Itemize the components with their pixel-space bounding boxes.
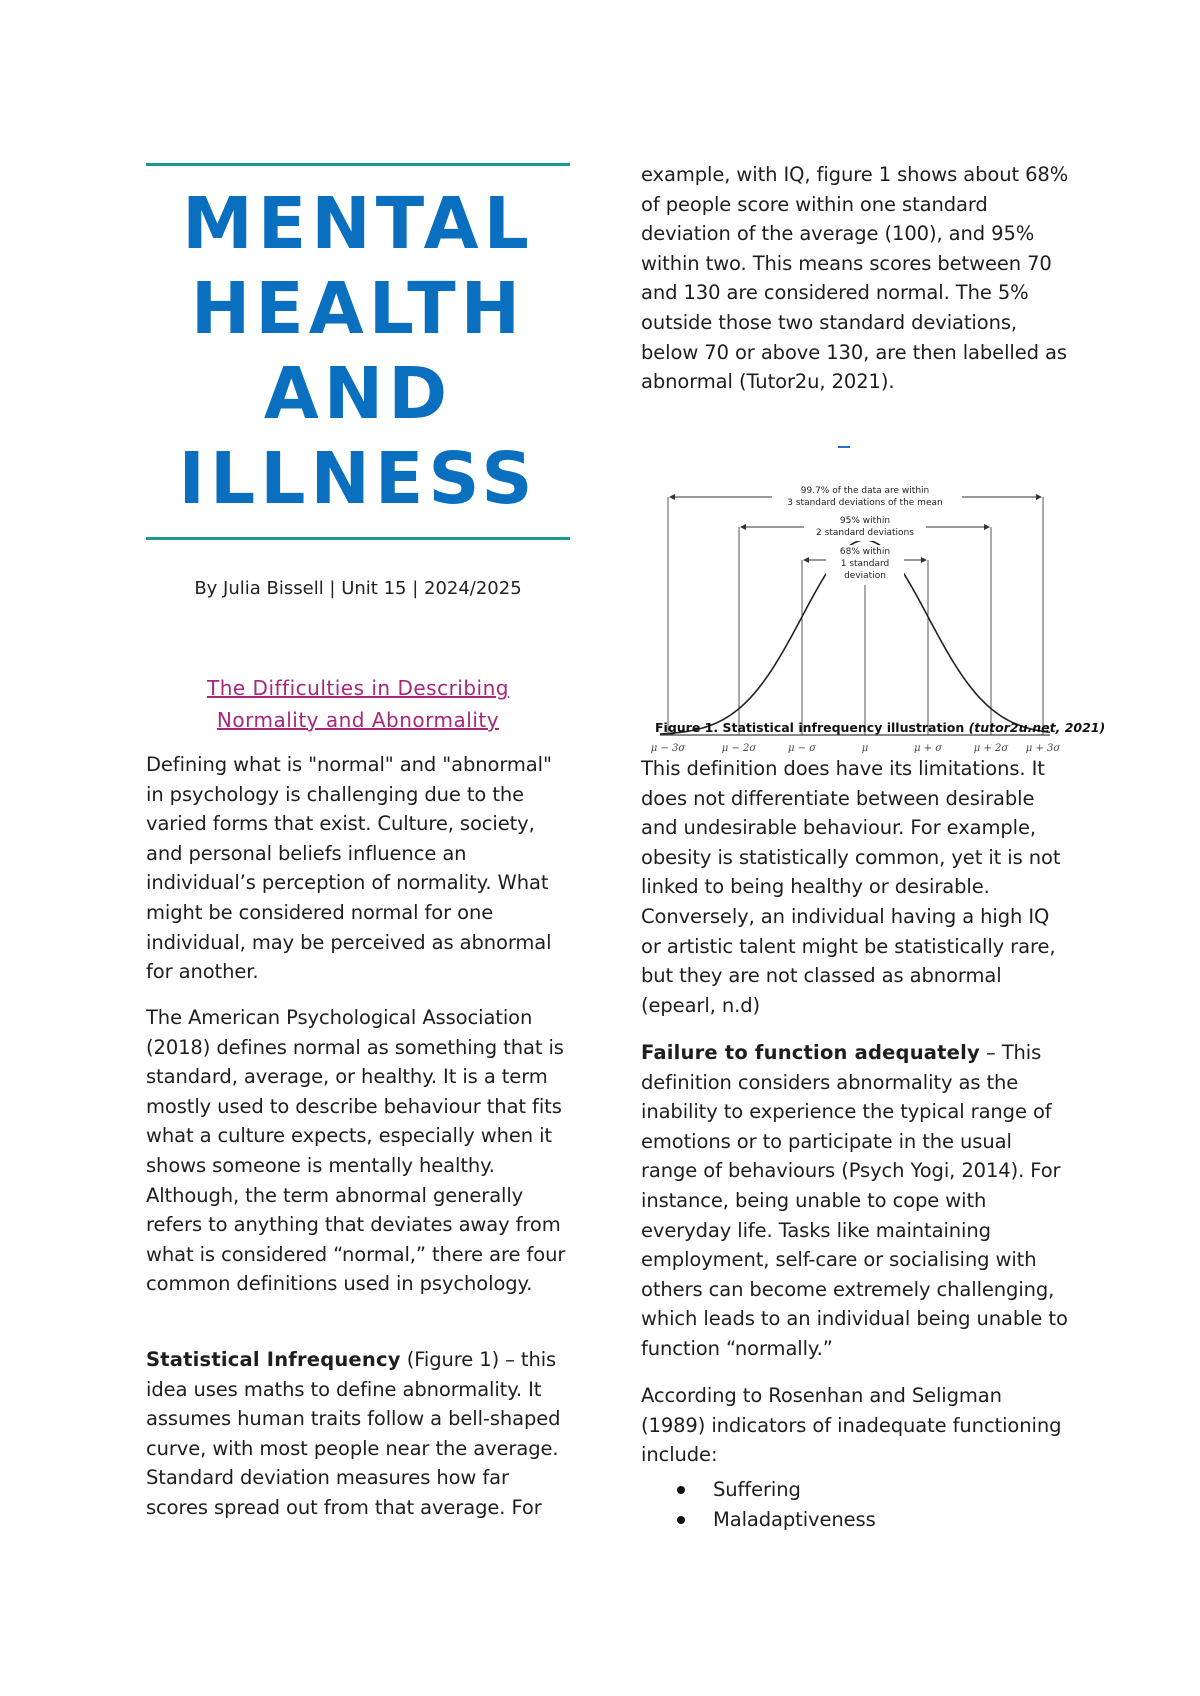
axis-label: μ + σ bbox=[913, 743, 943, 754]
label-99: 99.7% of the data are within bbox=[800, 486, 930, 496]
paragraph-text: – This definition considers abnormality as the inability to experience the typical range of emotions or to participate in the usual range of behaviours (Psych Yogi, 2014). For instance, being unable to cope with everyday life. Tasks like maintaining employment, self-care or socialising with others can become extremely challenging, which leads to an individual being unable to function “normally.” bbox=[641, 1041, 1068, 1360]
dash-mark bbox=[838, 446, 850, 448]
bullet-icon bbox=[677, 1486, 685, 1494]
byline: By Julia Bissell | Unit 15 | 2024/2025 bbox=[194, 578, 522, 599]
bullet-icon bbox=[677, 1516, 685, 1524]
list-item bbox=[641, 1505, 1071, 1535]
section-heading-line: The Difficulties in Describing bbox=[207, 676, 509, 700]
axis-label: μ − σ bbox=[787, 743, 817, 754]
list-item bbox=[641, 1475, 1071, 1505]
intro-paragraph: Defining what is "normal" and "abnormal" in psychology is challenging due to the varied forms that exist. Culture, society, and personal beliefs influence an individual’s perception of normality. What might be considered normal for one individual, may be perceived as abnormal for another. bbox=[146, 753, 552, 984]
axis-label: μ − 2σ bbox=[721, 743, 757, 754]
normal-distribution-figure bbox=[650, 455, 1061, 755]
limitations-paragraph: This definition does have its limitations. It does not differentiate between desirable and undesirable behaviour. For example, obesity is statistically common, yet it is not linked to being healthy or desirable. Conversely, an individual having a high IQ or artistic talent might be statistically rare, but they are not classed as abnormal (epearl, n.d) bbox=[641, 757, 1061, 1017]
apa-paragraph: The American Psychological Association (2018) defines normal as something that is standard, average, or healthy. It is a term mostly used to describe behaviour that fits what a culture expects, especially when it shows someone is mentally healthy. Although, the term abnormal generally refers to anything that deviates away from what is considered “normal,” there are four common definitions used in psychology. bbox=[146, 1006, 566, 1296]
section-heading bbox=[146, 672, 570, 736]
page-title bbox=[146, 181, 570, 521]
indicator-list bbox=[641, 1475, 1071, 1534]
term-failure-to-function: Failure to function adequately bbox=[641, 1041, 980, 1064]
axis-label: μ + 3σ bbox=[1025, 743, 1061, 754]
title-line: MENTAL bbox=[182, 182, 534, 265]
figure-caption bbox=[655, 720, 1106, 735]
label-99: 3 standard deviations of the mean bbox=[787, 498, 943, 508]
top-rule bbox=[146, 163, 570, 166]
statistical-infrequency-paragraph bbox=[146, 1345, 570, 1523]
iq-example-paragraph: example, with IQ, figure 1 shows about 68% of people score within one standard deviation of the average (100), and 95% within two. This means scores between 70 and 130 are considered normal. The 5% outside those two standard deviations, below 70 or above 130, are then labelled as abnormal (Tutor2u, 2021). bbox=[641, 163, 1069, 394]
rosenhan-paragraph: According to Rosenhan and Seligman (1989) indicators of inadequate functioning include: bbox=[641, 1384, 1062, 1467]
bell-curve-diagram bbox=[650, 455, 1061, 755]
label-95: 95% within bbox=[839, 516, 891, 526]
title-line: ILLNESS bbox=[178, 437, 538, 520]
caption-source: (tutor2u.net, 2021) bbox=[968, 720, 1106, 735]
term-statistical-infrequency: Statistical Infrequency bbox=[146, 1348, 401, 1371]
section-heading-line: Normality and Abnormality bbox=[216, 708, 500, 732]
list-item-text: Suffering bbox=[713, 1478, 801, 1501]
label-68: 1 standard bbox=[840, 559, 890, 569]
axis-label: μ − 3σ bbox=[650, 743, 686, 754]
bottom-rule bbox=[146, 537, 570, 540]
paragraph-text: (Figure 1) – this idea uses maths to define abnormality. It assumes human traits follow a bell-shaped curve, with most people near the average. Standard deviation measures how far scores spread out from that average. For bbox=[146, 1348, 561, 1519]
label-68: 68% within bbox=[839, 547, 891, 557]
axis-label: μ + 2σ bbox=[973, 743, 1009, 754]
title-line: HEALTH bbox=[190, 267, 526, 350]
title-line: AND bbox=[263, 352, 453, 435]
list-item-text: Maladaptiveness bbox=[713, 1507, 876, 1531]
failure-to-function-paragraph bbox=[641, 1038, 1071, 1364]
label-68: deviation bbox=[844, 571, 886, 581]
caption-text: Figure 1. Statistical infrequency illustration bbox=[655, 720, 969, 735]
label-95: 2 standard deviations bbox=[816, 528, 914, 538]
axis-label: μ bbox=[861, 743, 869, 754]
